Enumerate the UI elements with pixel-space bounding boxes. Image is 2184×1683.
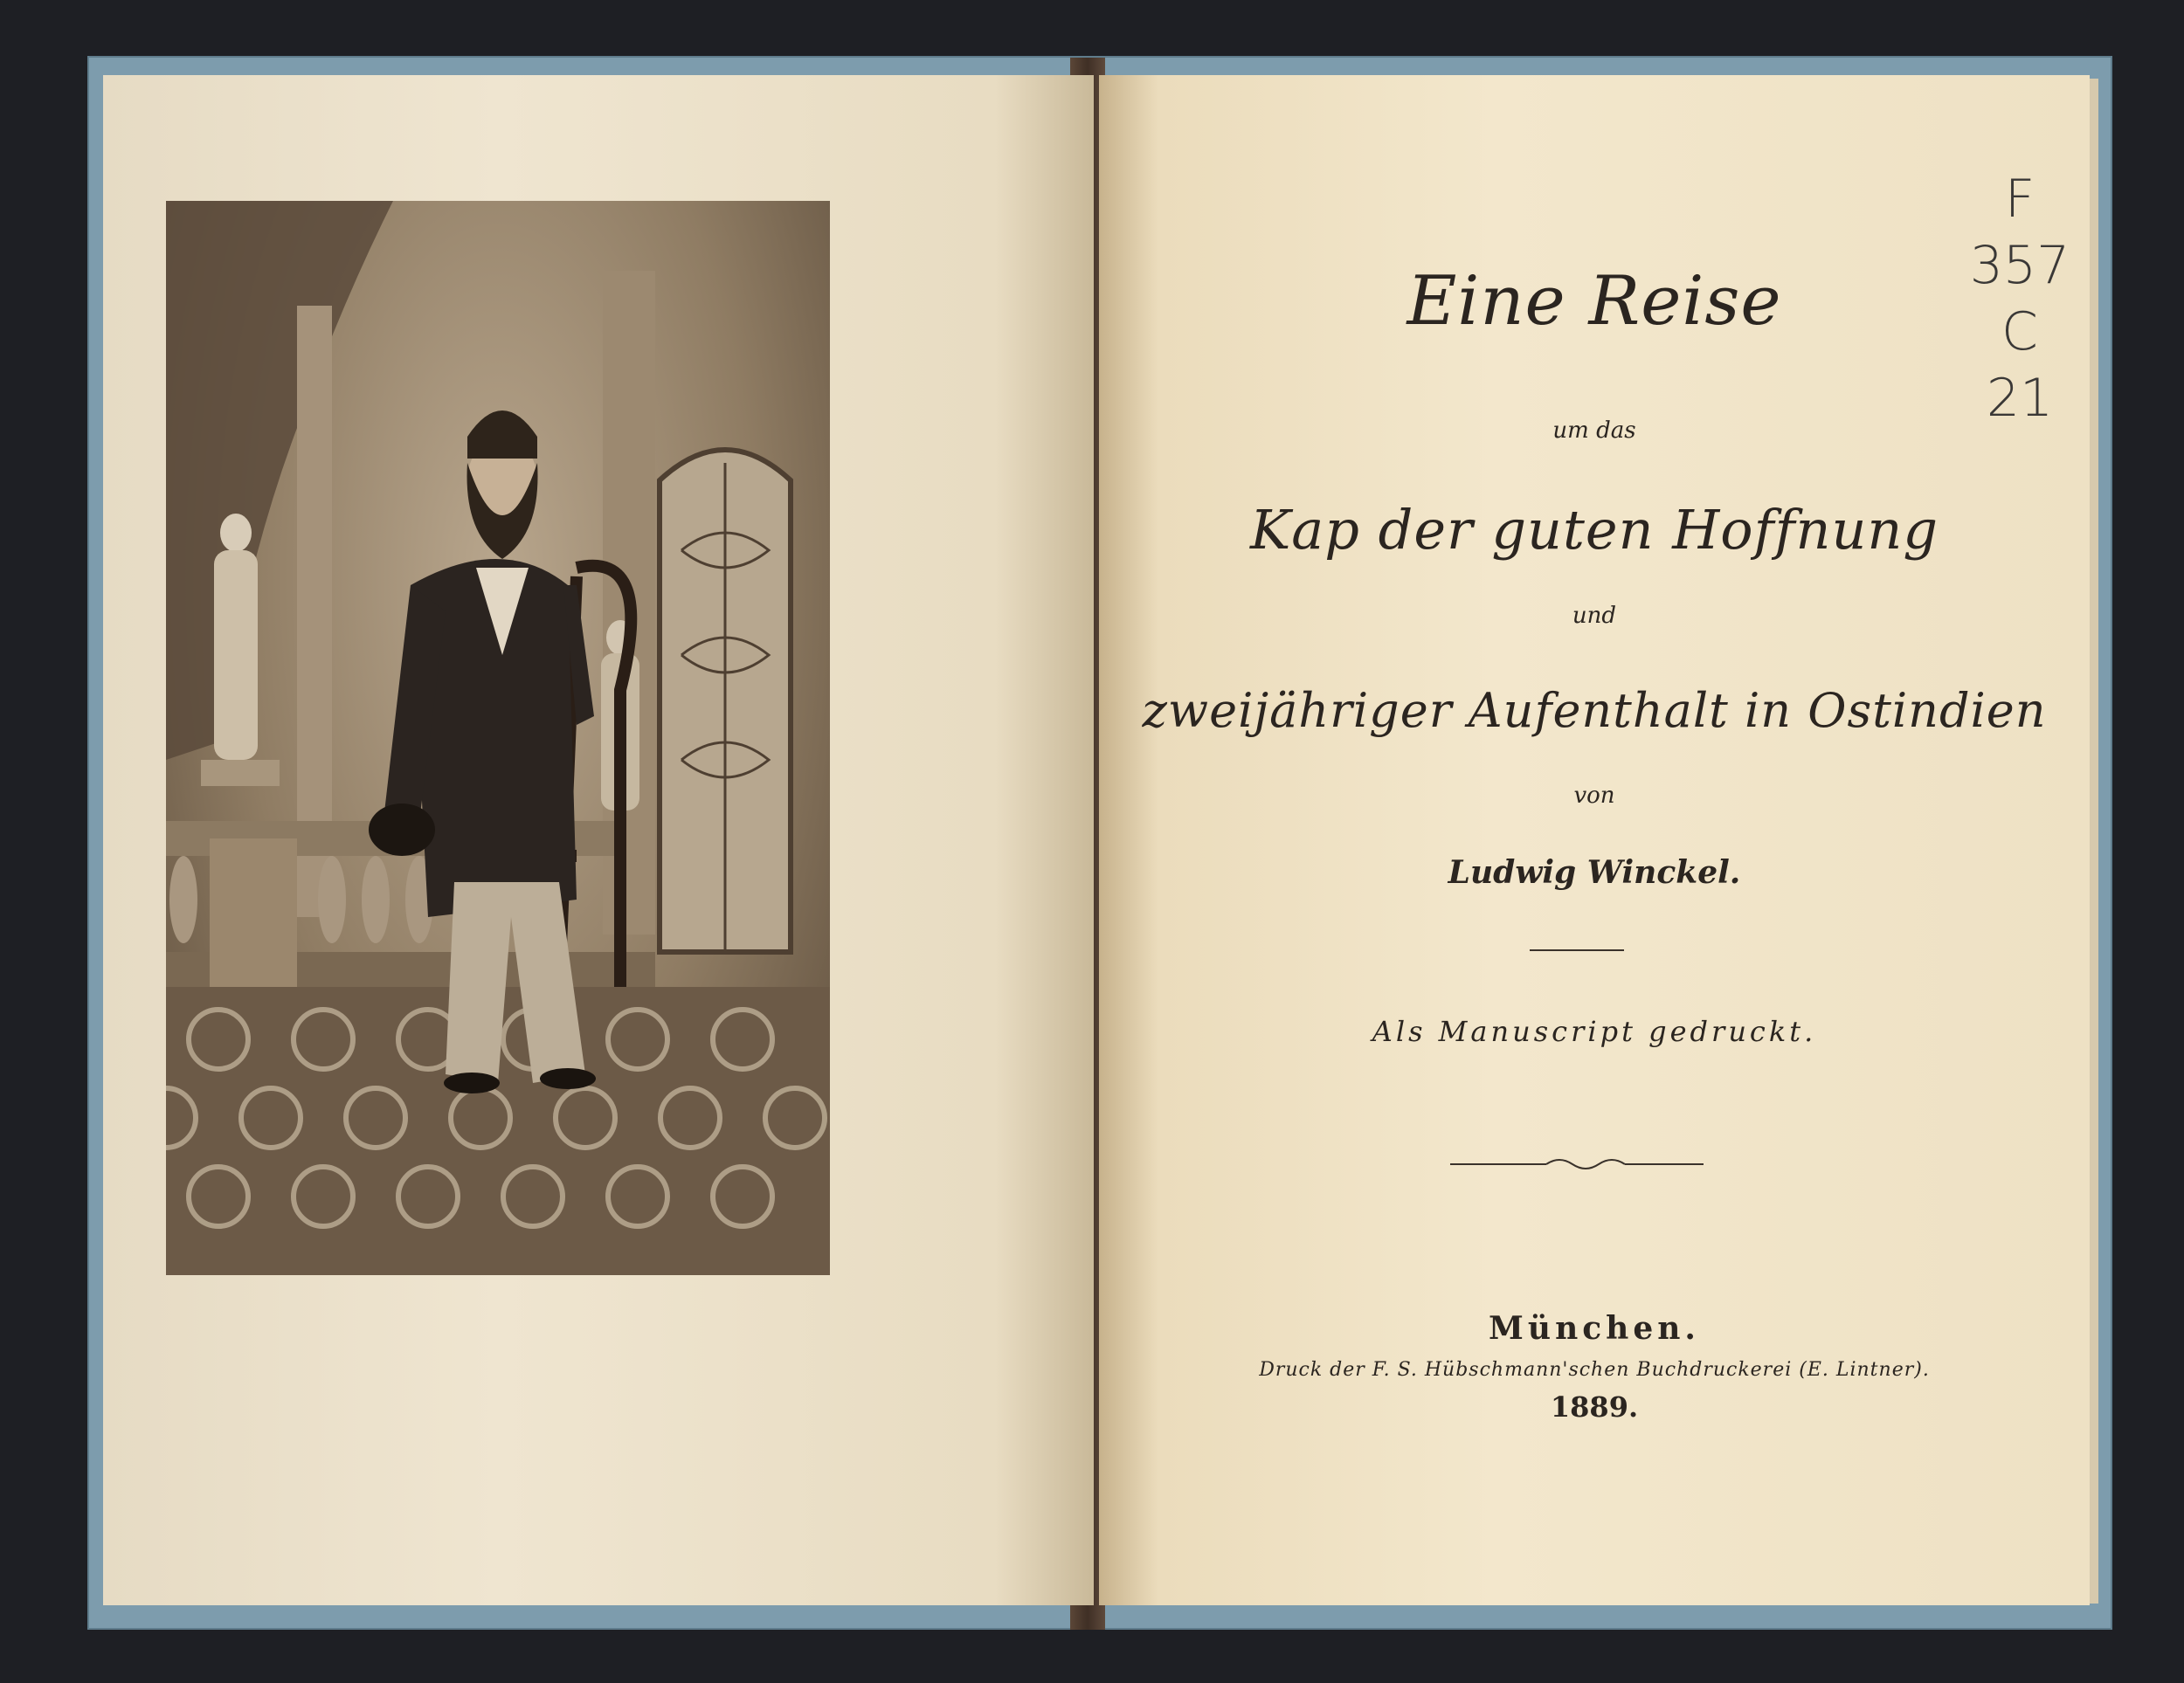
shelfmark-line: C (2001, 301, 2038, 362)
page-edge (2090, 79, 2098, 1604)
author-name: Ludwig Winckel. (1448, 854, 1741, 891)
imprint-place: München. (1489, 1310, 1700, 1347)
pencil-shelfmark (1967, 166, 2072, 431)
subtitle-line-1: Kap der guten Hoffnung (1249, 498, 1939, 562)
ornament-divider (1450, 1151, 1704, 1177)
shelfmark-line: F (2004, 169, 2035, 230)
portrait-illustration (166, 201, 830, 1275)
subtitle-line-2: zweijähriger Aufenthalt in Ostindien (1142, 683, 2047, 738)
title-connector-um: um das (1552, 417, 1636, 444)
imprint-year: 1889. (1550, 1390, 1639, 1424)
book-title: Eine Reise (1406, 262, 1782, 341)
divider-rule (1530, 949, 1624, 951)
manuscript-note: Als Manuscript gedruckt. (1372, 1015, 1817, 1048)
imprint-printer: Druck der F. S. Hübschmann'schen Buchdruckerei (E. Lintner). (1259, 1359, 1930, 1381)
frontispiece-photograph (166, 201, 830, 1275)
title-connector-und: und (1572, 603, 1617, 629)
title-connector-von: von (1573, 783, 1615, 809)
shelfmark-line: 357 (1969, 235, 2070, 296)
shelfmark-line: 21 (1986, 368, 2054, 429)
